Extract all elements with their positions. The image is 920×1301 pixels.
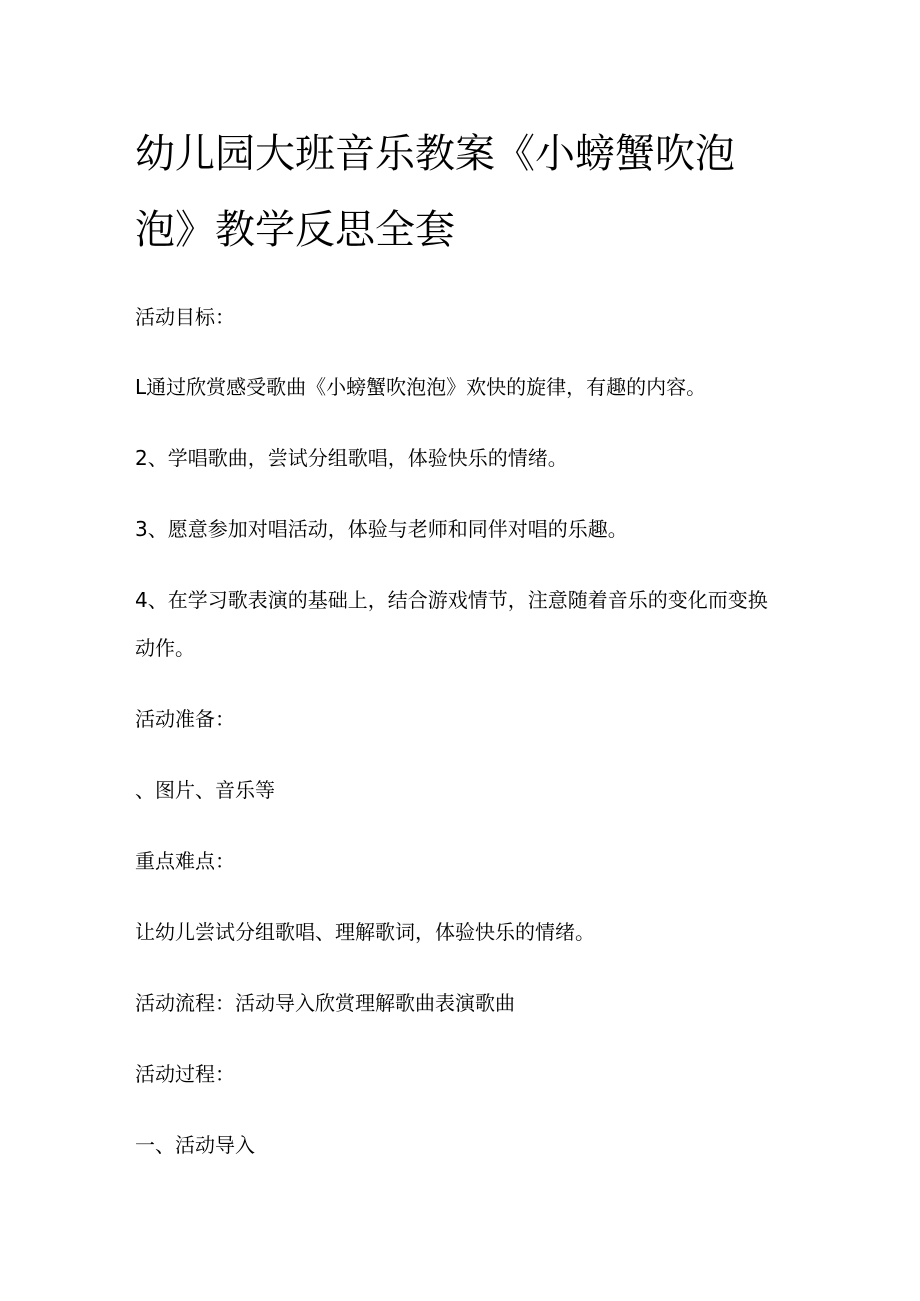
key-points-text: 让幼儿尝试分组歌唱、理解歌词，体验快乐的情绪。: [135, 920, 595, 944]
heading-activity-process: 活动过程：: [135, 1062, 235, 1086]
goal-item-4: 4、在学习歌表演的基础上，结合游戏情节，注意随着音乐的变化而变换: [135, 588, 768, 612]
activity-flow-text: 活动流程：活动导入欣赏理解歌曲表演歌曲: [135, 991, 515, 1015]
goal-item-2: 2、学唱歌曲，尝试分组歌唱，体验快乐的情绪。: [135, 446, 568, 470]
preparation-item: 、图片、音乐等: [135, 778, 275, 802]
heading-activity-goals: 活动目标：: [135, 305, 235, 329]
document-title-line-1: 幼儿园大班音乐教案《小螃蟹吹泡: [135, 131, 735, 177]
goal-item-1: L通过欣赏感受歌曲《小螃蟹吹泡泡》欢快的旋律，有趣的内容。: [135, 375, 707, 399]
heading-activity-preparation: 活动准备：: [135, 707, 235, 731]
section-activity-intro: 一、活动导入: [135, 1133, 255, 1157]
document-title-line-2: 泡》教学反思全套: [135, 207, 455, 253]
goal-item-3: 3、愿意参加对唱活动，体验与老师和同伴对唱的乐趣。: [135, 517, 628, 541]
heading-key-points: 重点难点：: [135, 849, 235, 873]
goal-item-4-continued: 动作。: [135, 636, 195, 660]
